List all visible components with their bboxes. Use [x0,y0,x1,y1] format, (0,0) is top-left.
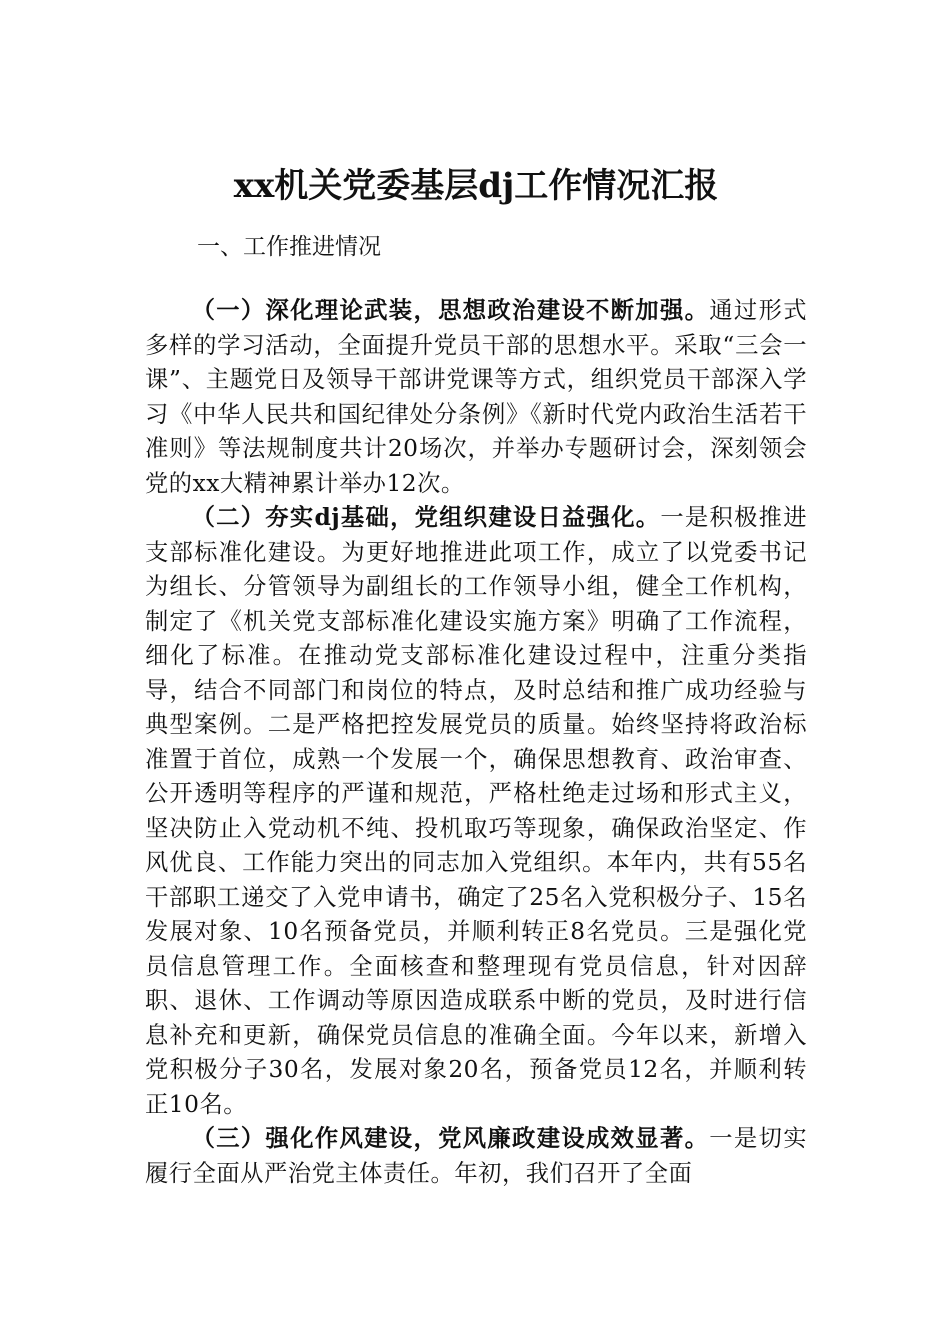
paragraph-2 [145,501,807,1122]
paragraph-1 [145,294,807,501]
paragraph-3-text: 一是切实履行全面从严治党主体责任。年初，我们召开了全面 [145,1125,808,1187]
document-body [145,294,807,1191]
paragraph-3 [145,1122,807,1191]
paragraph-3-lead: （三）强化作风建设，党风廉政建设成效显著。 [191,1125,710,1152]
paragraph-1-text: 通过形式多样的学习活动，全面提升党员干部的思想水平。采取“三会一课”、主题党日及领导干部讲党课等方式，组织党员干部深入学习《中华人民共和国纪律处分条例》《新时代党内政治生活若干准则》等法规制度共计20场次，并举办专题研讨会，深刻领会党的xx大精神累计举办12次。 [145,297,808,497]
paragraph-2-lead: （二）夯实dj基础，党组织建设日益强化。 [191,504,661,531]
paragraph-2-text: 一是积极推进支部标准化建设。为更好地推进此项工作，成立了以党委书记为组长、分管领导为副组长的工作领导小组，健全工作机构，制定了《机关党支部标准化建设实施方案》明确了工作流程，细化了标准。在推动党支部标准化建设过程中，注重分类指导，结合不同部门和岗位的特点，及时总结和推广成功经验与典型案例。二是严格把控发展党员的质量。始终坚持将政治标准置于首位，成熟一个发展一个，确保思想教育、政治审查、公开透明等程序的严谨和规范，严格杜绝走过场和形式主义，坚决防止入党动机不纯、投机取巧等现象，确保政治坚定、作风优良、工作能力突出的同志加入党组织。本年内，共有55名干部职工递交了入党申请书，确定了25名入党积极分子、15名发展对象、10名预备党员，并顺利转正8名党员。三是强化党员信息管理工作。全面核查和整理现有党员信息，针对因辞职、退休、工作调动等原因造成联系中断的党员，及时进行信息补充和更新，确保党员信息的准确全面。今年以来，新增入党积极分子30名，发展对象20名，预备党员12名，并顺利转正10名。 [145,504,808,1118]
paragraph-1-lead: （一）深化理论武装，思想政治建设不断加强。 [191,297,710,324]
section-heading: 一、工作推进情况 [197,234,381,260]
document-title: xx机关党委基层dj工作情况汇报 [233,166,719,206]
